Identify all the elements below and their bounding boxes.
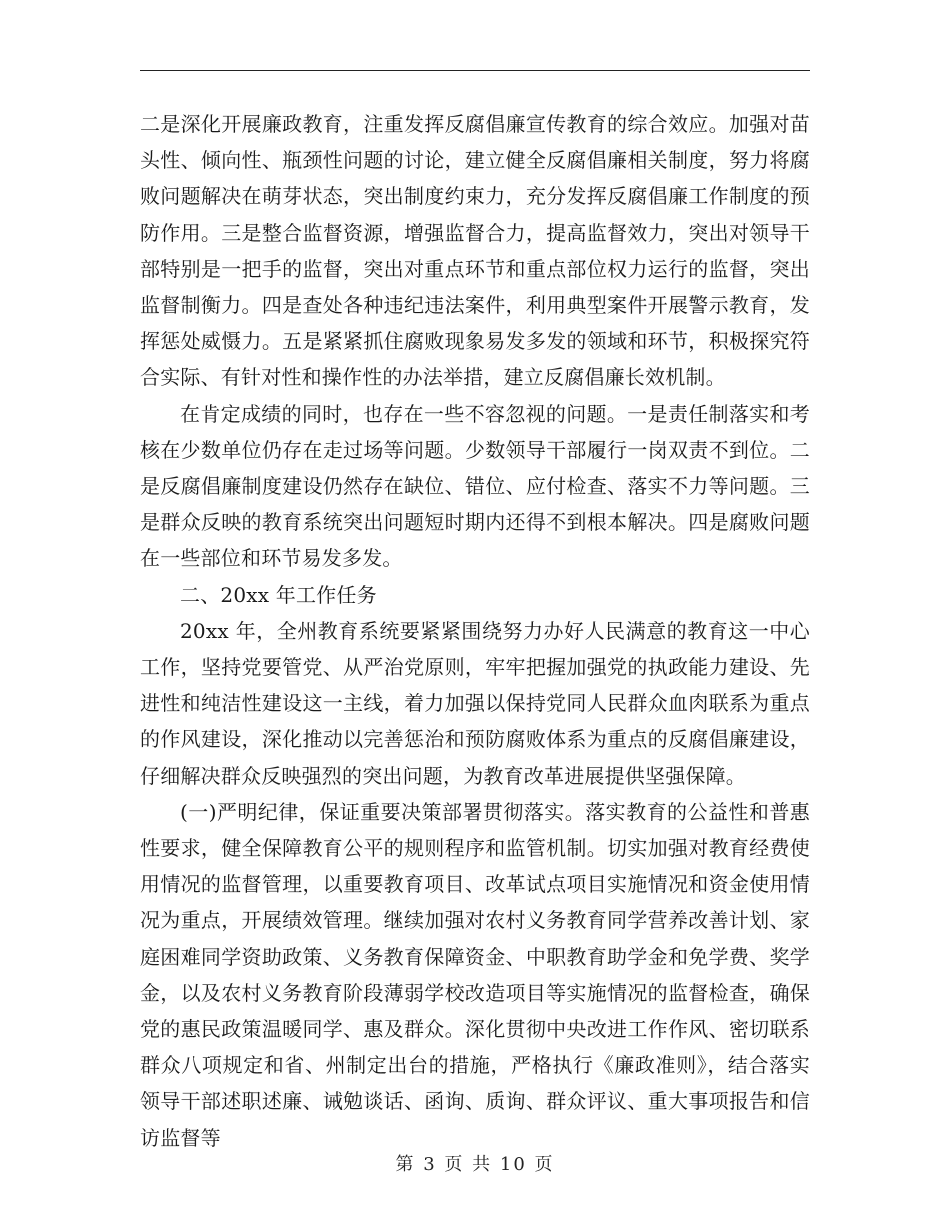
header-rule: [140, 70, 810, 71]
footer-total-pages: 10: [499, 1154, 527, 1175]
footer-prefix: 第: [395, 1154, 416, 1175]
footer-suffix: 页: [534, 1154, 555, 1175]
paragraph-1: 二是深化开展廉政教育，注重发挥反腐倡廉宣传教育的综合效应。加强对苗头性、倾向性、瓶颈性问题的讨论，建立健全反腐倡廉相关制度，努力将腐败问题解决在萌芽状态，突出制度约束力，充分发挥反腐倡廉工作制度的预防作用。三是整合监督资源，增强监督合力，提高监督效力，突出对领导干部特别是一把手的监督，突出对重点环节和重点部位权力运行的监督，突出监督制衡力。四是查处各种违纪违法案件，利用典型案件开展警示教育，发挥惩处威慑力。五是紧紧抓住腐败现象易发多发的领域和环节，积极探究符合实际、有针对性和操作性的办法举措，建立反腐倡廉长效机制。: [140, 112, 810, 390]
section-heading: 二、20xx 年工作任务: [180, 582, 377, 607]
page-footer: [0, 1153, 950, 1177]
footer-middle: 页 共: [444, 1154, 493, 1175]
footer-current-page: 3: [423, 1154, 437, 1175]
document-body: [140, 106, 810, 1156]
paragraph-2: 在肯定成绩的同时，也存在一些不容忽视的问题。一是责任制落实和考核在少数单位仍存在走过场等问题。少数领导干部履行一岗双责不到位。二是反腐倡廉制度建设仍然存在缺位、错位、应付检查、落实不力等问题。三是群众反映的教育系统突出问题短时期内还得不到根本解决。四是腐败问题在一些部位和环节易发多发。: [140, 401, 810, 571]
paragraph-4: (一)严明纪律，保证重要决策部署贯彻落实。落实教育的公益性和普惠性要求，健全保障教育公平的规则程序和监管机制。切实加强对教育经费使用情况的监督管理，以重要教育项目、改革试点项目实施情况和资金使用情况为重点，开展绩效管理。继续加强对农村义务教育同学营养改善计划、家庭困难同学资助政策、义务教育保障资金、中职教育助学金和免学费、奖学金，以及农村义务教育阶段薄弱学校改造项目等实施情况的监督检查，确保党的惠民政策温暖同学、惠及群众。深化贯彻中央改进工作作风、密切联系群众八项规定和省、州制定出台的措施，严格执行《廉政准则》，结合落实领导干部述职述廉、诫勉谈话、函询、质询、群众评议、重大事项报告和信访监督等: [140, 799, 810, 1150]
paragraph-3: 20xx 年，全州教育系统要紧紧围绕努力办好人民满意的教育这一中心工作，坚持党要管党、从严治党原则，牢牢把握加强党的执政能力建设、先进性和纯洁性建设这一主线，着力加强以保持党同人民群众血肉联系为重点的作风建设，深化推动以完善惩治和预防腐败体系为重点的反腐倡廉建设，仔细解决群众反映强烈的突出问题，为教育改革进展提供坚强保障。: [140, 618, 810, 788]
